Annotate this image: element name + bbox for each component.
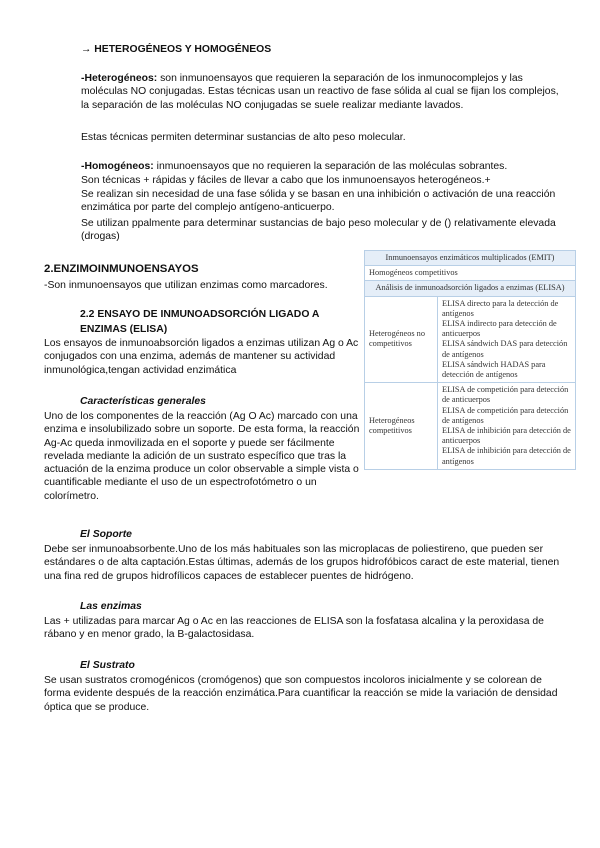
table-header-emit: Inmunoensayos enzimáticos multiplicados (EMIT) [365, 251, 576, 266]
heading-elisa: 2.2 ENSAYO DE INMUNOADSORCIÓN LIGADO A ENZIMAS (ELISA) [80, 309, 320, 335]
table-row [365, 251, 576, 266]
table-item: ELISA de competición para detección de anticuerpos [442, 385, 569, 405]
table-cell-homog-comp: Homogéneos competitivos [365, 266, 576, 281]
table-row [365, 296, 576, 383]
text-heterogeneos: son inmunoensayos que requieren la separación de los inmunocomplejos y las moléculas NO conjugadas. Estas técnicas usan un reactivo de fase sólida al cual se fijan los complejos, la separación de las moléculas NO conjugadas se suele realizar mediante lavados. [81, 73, 559, 111]
table-row [365, 266, 576, 281]
table-group-items-no-competitivos [438, 296, 576, 383]
immunoassay-table [364, 250, 576, 470]
table-group-items-competitivos [438, 383, 576, 470]
table-item: ELISA directo para la detección de antígenos [442, 298, 559, 318]
paragraph-alto-peso: Estas técnicas permiten determinar sustancias de alto peso molecular. [81, 132, 406, 143]
heading-soporte: El Soporte [80, 529, 132, 540]
table-item: ELISA sándwich DAS para detección de antígenos [442, 339, 568, 359]
paragraph-soporte: Debe ser inmunoabsorbente.Uno de los más habituales son las microplacas de poliestireno, que pueden ser estándares o de alta captación.Estas últimas, además de los grupos hidrofóbicos caract de este material, tienen una fina red de grupos hidrofílicos capaces de establecer puentes de hidrógeno. [44, 544, 560, 582]
heading-enzimoinmunoensayos: 2.ENZIMOINMUNOENSAYOS [44, 263, 199, 275]
paragraph-enzimas: Las + utilizadas para marcar Ag o Ac en las reacciones de ELISA son la fosfatasa alcalina y la peroxidasa de rábano y en menor grado, la B-galactosidasa. [44, 616, 544, 641]
heading-sustrato: El Sustrato [80, 660, 135, 671]
paragraph-enzimo-intro: -Son inmunoensayos que utilizan enzimas como marcadores. [44, 280, 328, 291]
paragraph-elisa: Los ensayos de inmunoabsorción ligados a enzimas utilizan Ag o Ac conjugados con una enzima, además de mantener su actividad inmunológica,tengan actividad enzimática [44, 338, 359, 376]
table-row [365, 383, 576, 470]
table-header-elisa: Análisis de inmunoadsorción ligados a enzimas (ELISA) [365, 281, 576, 296]
heading-enzimas: Las enzimas [80, 601, 142, 612]
heading-heterogeneos-homogeneos: → HETEROGÉNEOS Y HOMOGÉNEOS [81, 44, 272, 55]
text-homogeneos: inmunoensayos que no requieren la separación de las moléculas sobrantes. [153, 161, 508, 172]
term-heterogeneos: -Heterogéneos: [81, 73, 158, 84]
paragraph-homogeneos [81, 160, 561, 173]
paragraph-sustrato: Se usan sustratos cromogénicos (cromógenos) que son compuestos incoloros inicialmente y se colorean de forma evidente después de la reacción enzimática.Para cuantificar la reacción se mide la variación de densidad óptica que se produce. [44, 675, 558, 713]
table-item: ELISA indirecto para detección de anticuerpos [442, 319, 557, 339]
table-item: ELISA de competición para detección de antígenos [442, 405, 569, 425]
table-item: ELISA de inhibición para detección de antígenos [442, 446, 571, 466]
paragraph-heterogeneos [81, 72, 561, 112]
paragraph-caracteristicas: Uno de los componentes de la reacción (Ag O Ac) marcado con una enzima e insolubilizado sobre un soporte. De esta forma, la reacción Ag-Ac queda inmovilizada en el soporte y puede ser fácilmente revelada mediante la adición de un sustrato específico que tras la actuación de la enzima produce un color observable a simple vista o cuantificable mediante el uso de un espectrofotómetro o un colorímetro. [44, 411, 360, 502]
table-row [365, 281, 576, 296]
paragraph-homogeneos-4: Se utilizan ppalmente para determinar sustancias de bajo peso molecular y de () relativamente elevada (drogas) [81, 218, 556, 243]
table-group-label-competitivos: Heterogéneos competitivos [365, 383, 438, 470]
table-group-label-no-competitivos: Heterogéneos no competitivos [365, 296, 438, 383]
heading-caracteristicas: Características generales [80, 396, 206, 407]
paragraph-homogeneos-2: Son técnicas + rápidas y fáciles de llevar a cabo que los inmunoensayos heterogéneos.+ [81, 175, 491, 186]
term-homogeneos: -Homogéneos: [81, 161, 154, 172]
table-item: ELISA de inhibición para detección de anticuerpos [442, 426, 571, 446]
table-item: ELISA sándwich HADAS para detección de antígenos [442, 359, 546, 380]
paragraph-homogeneos-3: Se realizan sin necesidad de una fase sólida y se basan en una inhibición o activación de una reacción enzimática por parte del complejo antígeno-anticuerpo. [81, 189, 556, 214]
